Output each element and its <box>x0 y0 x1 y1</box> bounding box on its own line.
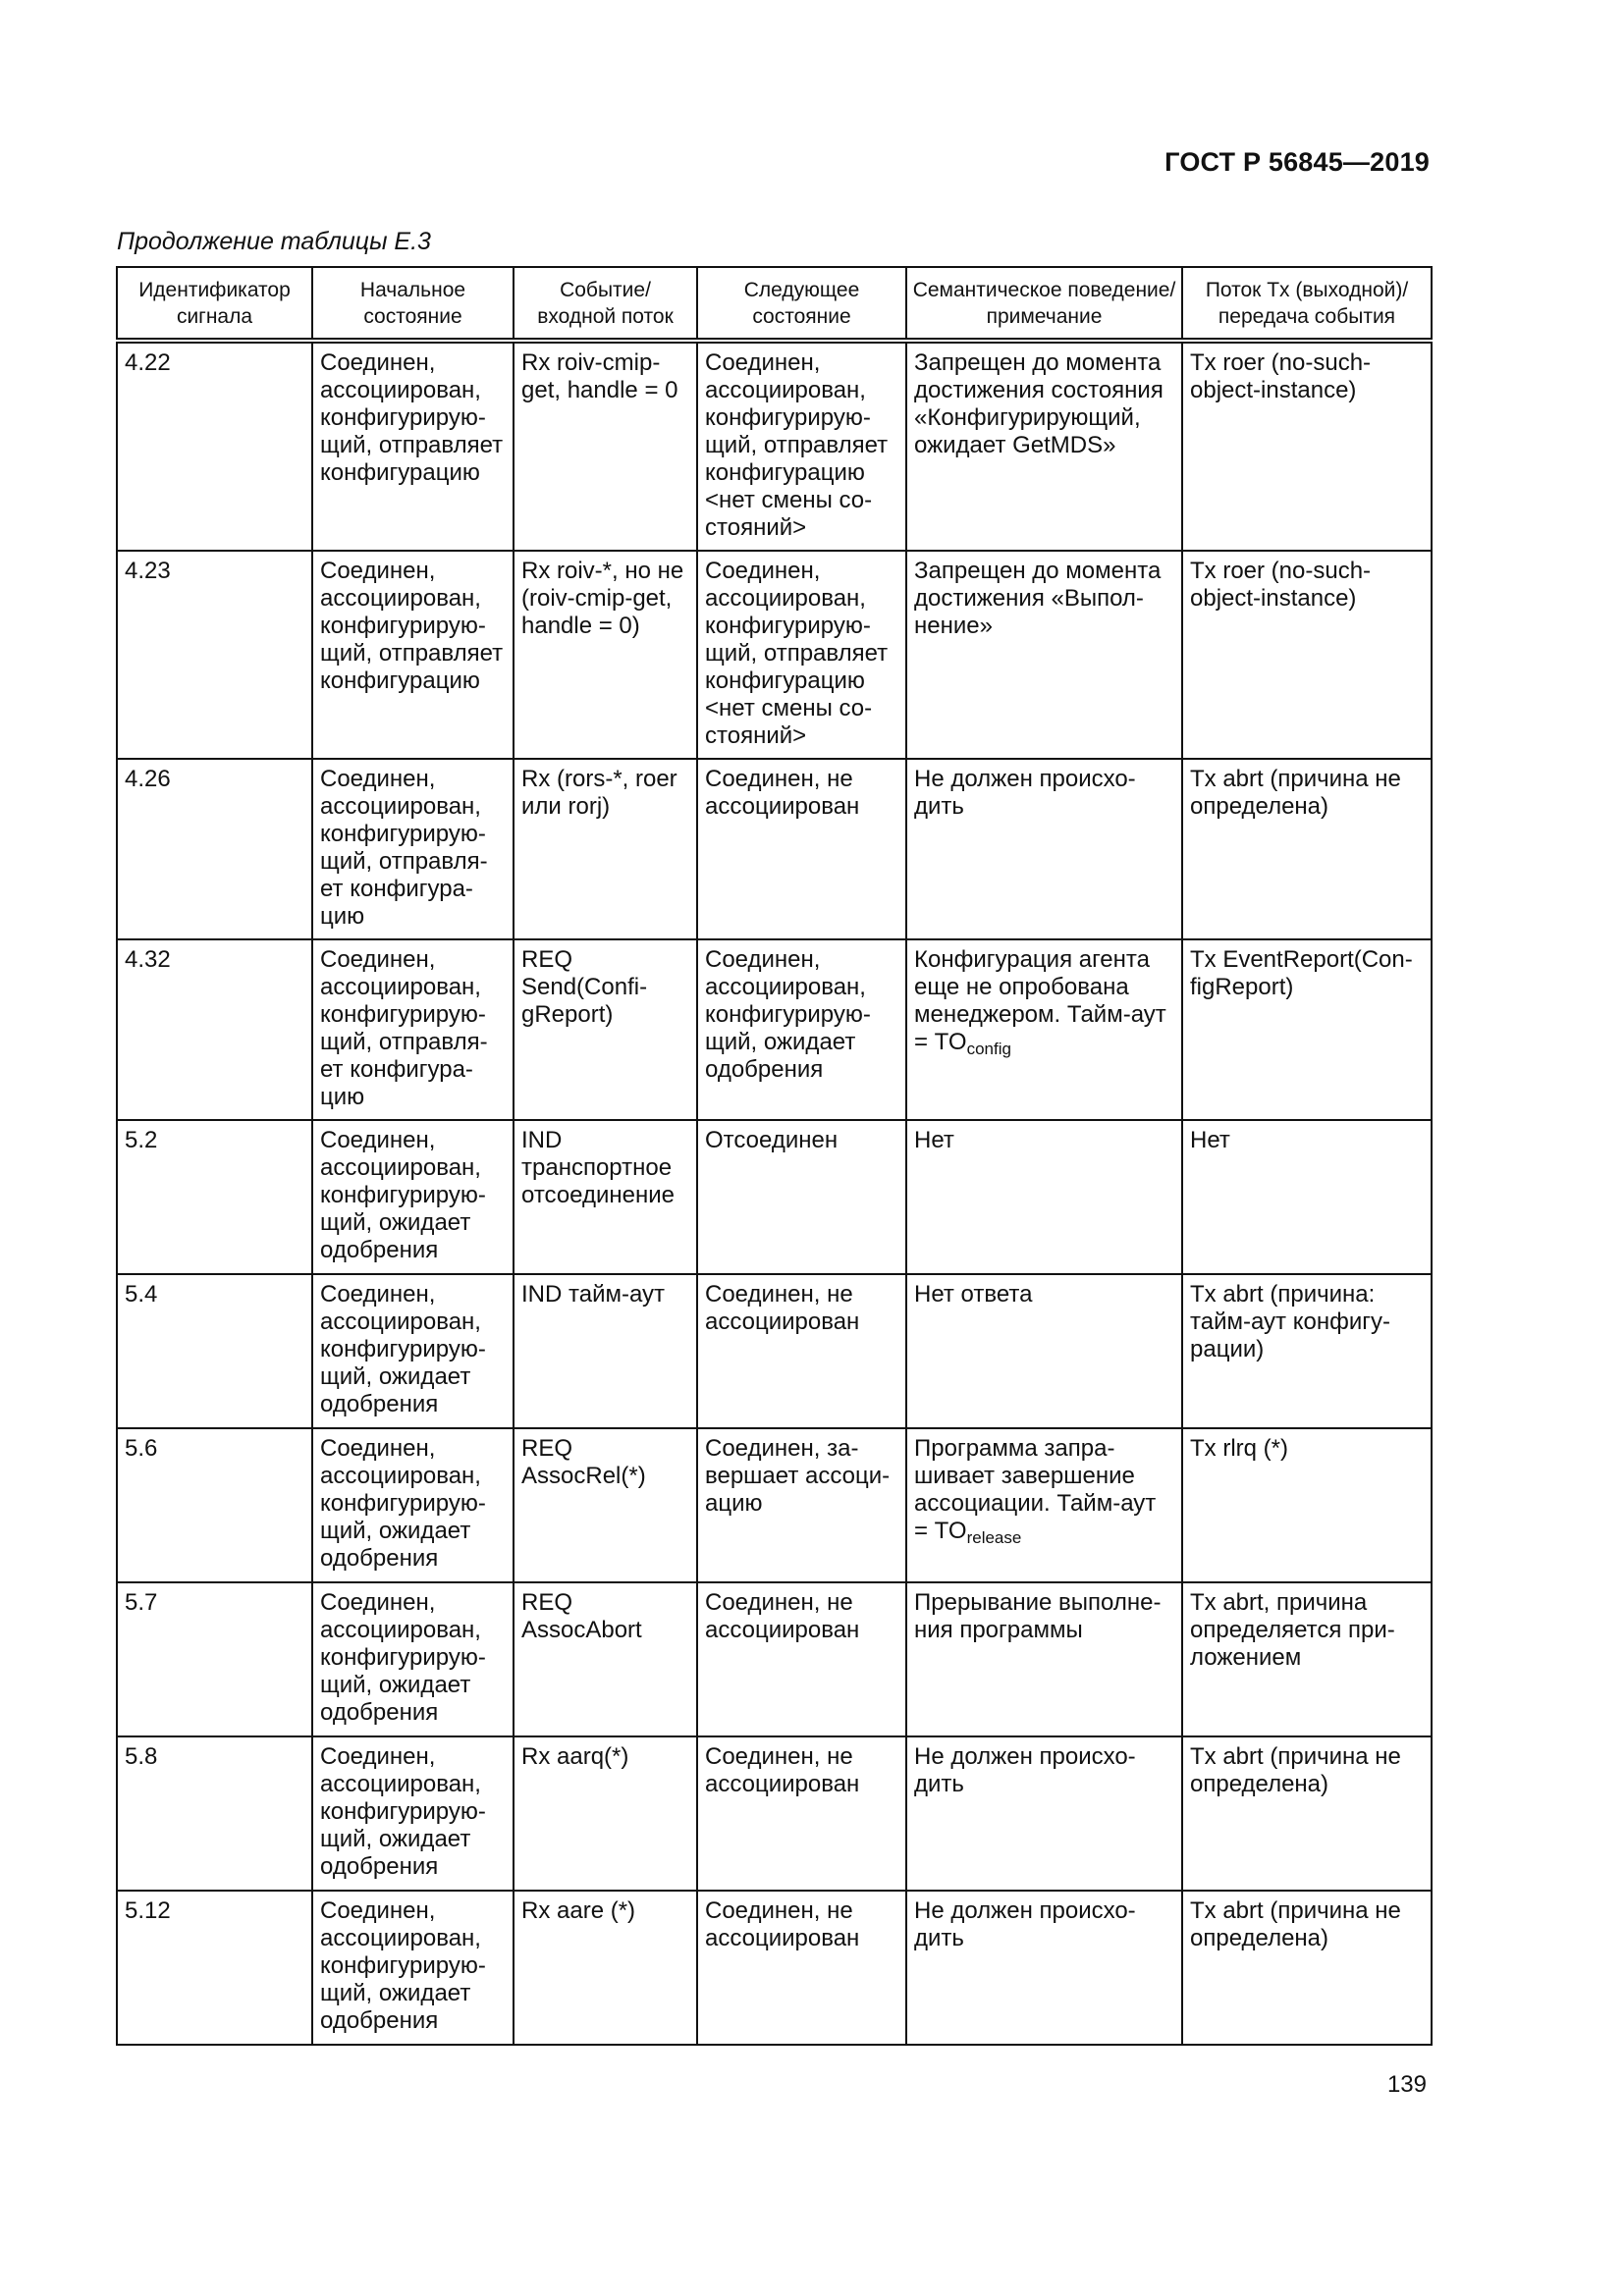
cell-tx-output: Tx EventReport(Con-figReport) <box>1182 939 1432 1120</box>
cell-tx-output: Tx roer (no-such-object-instance) <box>1182 551 1432 759</box>
cell-signal-id: 4.26 <box>117 759 312 939</box>
semantics-text: Не должен происхо-дить <box>914 1897 1136 1951</box>
table-row <box>117 1736 1432 1891</box>
cell-tx-output: Tx abrt (причина не определена) <box>1182 759 1432 939</box>
table-caption: Продолжение таблицы Е.3 <box>117 228 431 255</box>
cell-event: Rx roiv-*, но не (roiv-cmip-get, handle = 0) <box>514 551 697 759</box>
table-header-row <box>117 267 1432 341</box>
semantics-text: Запрещен до момента достижения «Выпол-нение» <box>914 558 1162 639</box>
semantics-text: Нет ответа <box>914 1281 1033 1308</box>
cell-initial-state: Соединен, ассоциирован, конфигурирую-щий, отправляет конфигурацию <box>312 341 514 551</box>
cell-tx-output: Tx roer (no-such-object-instance) <box>1182 341 1432 551</box>
cell-event: REQ Send(Confi-gReport) <box>514 939 697 1120</box>
cell-next-state: Соединен, не ассоциирован <box>697 1891 906 2045</box>
state-transition-table <box>116 266 1433 2046</box>
table-row <box>117 551 1432 759</box>
semantics-text: Нет <box>914 1127 954 1153</box>
table-row <box>117 759 1432 939</box>
cell-next-state: Отсоединен <box>697 1120 906 1274</box>
cell-semantics <box>906 1120 1182 1274</box>
cell-initial-state: Соединен, ассоциирован, конфигурирую-щий, отправля-ет конфигура-цию <box>312 939 514 1120</box>
cell-event: IND транспортное отсоединение <box>514 1120 697 1274</box>
cell-signal-id: 4.23 <box>117 551 312 759</box>
cell-semantics <box>906 759 1182 939</box>
table-row <box>117 939 1432 1120</box>
cell-next-state: Соединен, не ассоциирован <box>697 1582 906 1736</box>
cell-tx-output: Tx abrt (причина не определена) <box>1182 1891 1432 2045</box>
cell-signal-id: 4.32 <box>117 939 312 1120</box>
semantics-text: Не должен происхо-дить <box>914 766 1136 820</box>
cell-semantics <box>906 1891 1182 2045</box>
cell-event: IND тайм-аут <box>514 1274 697 1428</box>
cell-event: Rx (rors-*, roer или rorj) <box>514 759 697 939</box>
semantics-text: Запрещен до момента достижения состояния «Конфигурирующий, ожидает GetMDS» <box>914 349 1164 458</box>
cell-next-state: Соединен, за-вершает ассоци-ацию <box>697 1428 906 1582</box>
cell-event: Rx roiv-cmip-get, handle = 0 <box>514 341 697 551</box>
cell-semantics <box>906 939 1182 1120</box>
cell-initial-state: Соединен, ассоциирован, конфигурирую-щий, ожидает одобрения <box>312 1120 514 1274</box>
cell-next-state: Соединен, ассоциирован, конфигурирую-щий, отправляет конфигурацию <нет смены со-стояний> <box>697 341 906 551</box>
cell-next-state: Соединен, не ассоциирован <box>697 759 906 939</box>
cell-next-state: Соединен, ассоциирован, конфигурирую-щий, отправляет конфигурацию <нет смены со-стояний> <box>697 551 906 759</box>
cell-initial-state: Соединен, ассоциирован, конфигурирую-щий, ожидает одобрения <box>312 1428 514 1582</box>
cell-initial-state: Соединен, ассоциирован, конфигурирую-щий, ожидает одобрения <box>312 1736 514 1891</box>
column-header-signal-id: Идентификатор сигнала <box>117 267 312 341</box>
cell-signal-id: 5.4 <box>117 1274 312 1428</box>
cell-event: REQ AssocAbort <box>514 1582 697 1736</box>
column-header-event: Событие/ входной поток <box>514 267 697 341</box>
table-row <box>117 1274 1432 1428</box>
semantics-subscript: config <box>966 1040 1011 1058</box>
cell-initial-state: Соединен, ассоциирован, конфигурирую-щий, отправляет конфигурацию <box>312 551 514 759</box>
cell-initial-state: Соединен, ассоциирован, конфигурирую-щий, ожидает одобрения <box>312 1582 514 1736</box>
column-header-next-state: Следующее состояние <box>697 267 906 341</box>
cell-semantics <box>906 1582 1182 1736</box>
semantics-text: Прерывание выполне-ния программы <box>914 1589 1162 1643</box>
cell-signal-id: 5.7 <box>117 1582 312 1736</box>
cell-next-state: Соединен, не ассоциирован <box>697 1736 906 1891</box>
column-header-initial-state: Начальное состояние <box>312 267 514 341</box>
cell-tx-output: Tx abrt (причина: тайм-аут конфигу-рации) <box>1182 1274 1432 1428</box>
page-number: 139 <box>1386 2071 1427 2098</box>
cell-event: REQ AssocRel(*) <box>514 1428 697 1582</box>
cell-next-state: Соединен, не ассоциирован <box>697 1274 906 1428</box>
semantics-text: Программа запра-шивает завершение ассоциации. Тайм-аут = TO <box>914 1435 1157 1544</box>
cell-semantics <box>906 341 1182 551</box>
cell-event: Rx aarq(*) <box>514 1736 697 1891</box>
table-row <box>117 1120 1432 1274</box>
cell-tx-output: Нет <box>1182 1120 1432 1274</box>
document-standard-header: ГОСТ Р 56845—2019 <box>1164 147 1430 177</box>
cell-initial-state: Соединен, ассоциирован, конфигурирую-щий, отправля-ет конфигура-цию <box>312 759 514 939</box>
cell-signal-id: 5.12 <box>117 1891 312 2045</box>
cell-semantics <box>906 1274 1182 1428</box>
cell-initial-state: Соединен, ассоциирован, конфигурирую-щий, ожидает одобрения <box>312 1274 514 1428</box>
column-header-tx-output: Поток Tx (выходной)/ передача события <box>1182 267 1432 341</box>
semantics-text: Не должен происхо-дить <box>914 1743 1136 1797</box>
cell-semantics <box>906 1736 1182 1891</box>
table-row <box>117 1582 1432 1736</box>
semantics-text: Конфигурация агента еще не опробована менеджером. Тайм-аут = TO <box>914 946 1166 1055</box>
table-row <box>117 1428 1432 1582</box>
cell-next-state: Соединен, ассоциирован, конфигурирую-щий, ожидает одобрения <box>697 939 906 1120</box>
cell-signal-id: 5.6 <box>117 1428 312 1582</box>
cell-semantics <box>906 1428 1182 1582</box>
cell-tx-output: Tx abrt (причина не определена) <box>1182 1736 1432 1891</box>
cell-semantics <box>906 551 1182 759</box>
table-row <box>117 341 1432 551</box>
cell-event: Rx aare (*) <box>514 1891 697 2045</box>
cell-signal-id: 5.8 <box>117 1736 312 1891</box>
cell-signal-id: 4.22 <box>117 341 312 551</box>
cell-tx-output: Tx abrt, причина определяется при-ложением <box>1182 1582 1432 1736</box>
cell-signal-id: 5.2 <box>117 1120 312 1274</box>
column-header-semantics: Семантическое поведение/примечание <box>906 267 1182 341</box>
cell-tx-output: Tx rlrq (*) <box>1182 1428 1432 1582</box>
semantics-subscript: release <box>966 1528 1022 1547</box>
table-row <box>117 1891 1432 2045</box>
cell-initial-state: Соединен, ассоциирован, конфигурирую-щий, ожидает одобрения <box>312 1891 514 2045</box>
